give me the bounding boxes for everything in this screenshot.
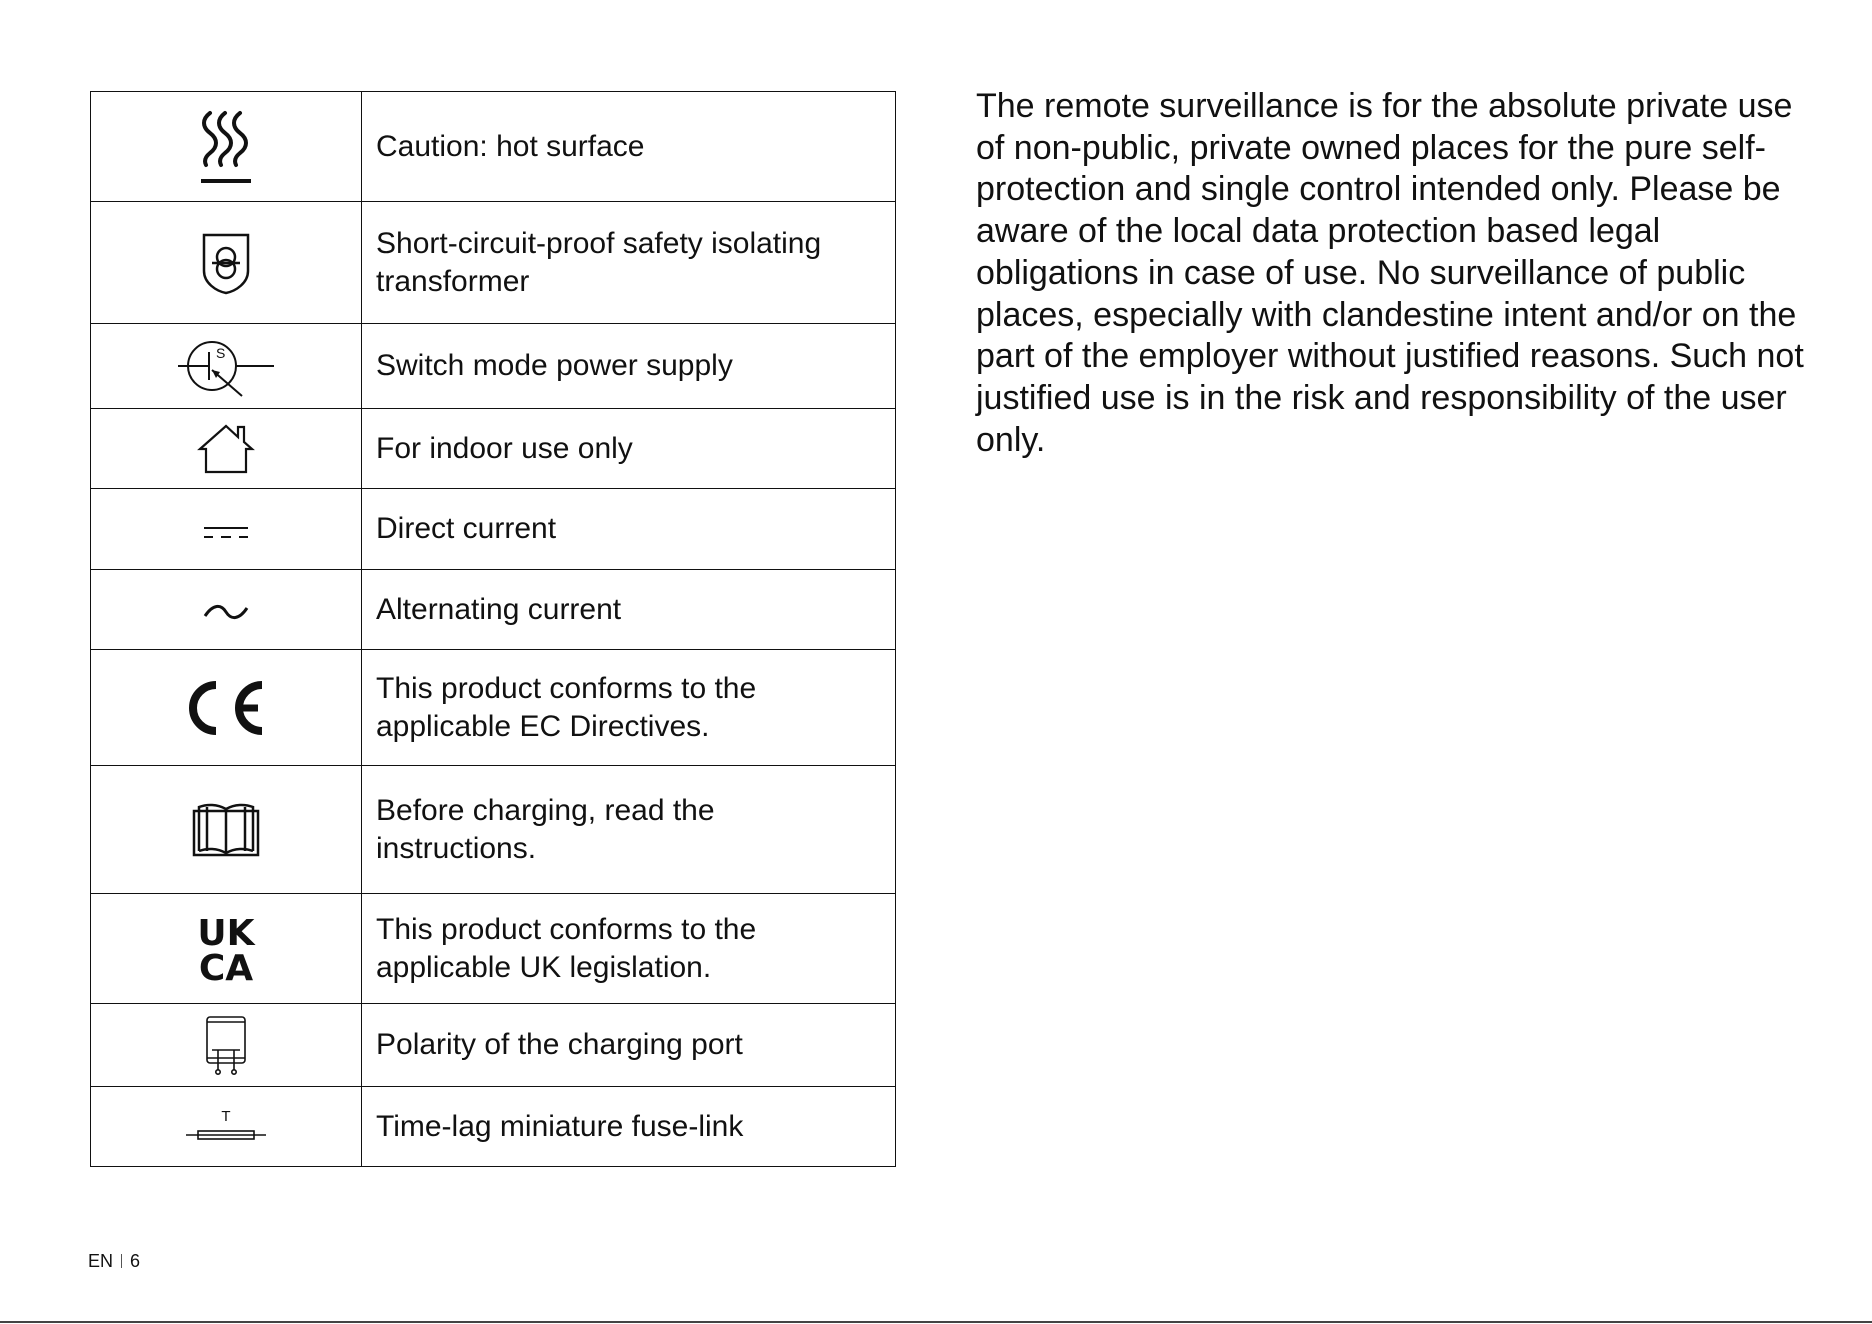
language-code: EN [88, 1251, 114, 1271]
icon-cell [91, 489, 362, 570]
symbol-description: Direct current [362, 489, 896, 570]
symbol-description: Before charging, read the instructions. [362, 766, 896, 894]
table-row [91, 409, 896, 489]
icon-cell [91, 650, 362, 766]
table-row [91, 570, 896, 650]
symbol-description: Caution: hot surface [362, 92, 896, 202]
table-row [91, 92, 896, 202]
charging-port-polarity-icon [201, 1014, 251, 1076]
icon-cell [91, 1004, 362, 1087]
bottom-divider [0, 1321, 1872, 1323]
surveillance-notice: The remote surveillance is for the absolute private use of non-public, private owned places for the pure self-protection and single control intended only. Please be aware of the local data protection based legal obligations in case of use. No surveillance of public places, especially with clandestine intent and/or on the part of the employer without justified reasons. Such not justified use is in the risk and responsibility of the user only. [976, 87, 1804, 459]
symbol-description: Polarity of the charging port [362, 1004, 896, 1087]
ce-mark-icon [184, 679, 268, 737]
icon-cell [91, 766, 362, 894]
hot-surface-icon [196, 107, 256, 187]
icon-cell [91, 92, 362, 202]
symbol-description: Time-lag miniature fuse-link [362, 1087, 896, 1167]
alternating-current-icon [201, 602, 251, 622]
symbol-description: Switch mode power supply [362, 324, 896, 409]
table-row [91, 324, 896, 409]
page-footer [88, 1250, 140, 1272]
symbol-description: This product conforms to the applicable UK legislation. [362, 894, 896, 1004]
table-row [91, 650, 896, 766]
safety-isolating-transformer-icon [200, 231, 252, 295]
table-row [91, 766, 896, 894]
time-lag-fuse-icon [184, 1107, 268, 1147]
svg-text:CA: CA [198, 947, 254, 984]
icon-cell [91, 894, 362, 1004]
table-row [91, 489, 896, 570]
table-row [91, 1004, 896, 1087]
indoor-use-house-icon [196, 423, 256, 475]
page-number: 6 [130, 1251, 141, 1271]
switch-mode-power-supply-icon [176, 334, 276, 398]
footer-separator [121, 1254, 122, 1268]
svg-text:UK: UK [197, 913, 255, 954]
symbols-table [90, 91, 896, 1167]
symbol-description: For indoor use only [362, 409, 896, 489]
table-row [91, 202, 896, 324]
icon-cell [91, 1087, 362, 1167]
icon-cell [91, 324, 362, 409]
read-instructions-book-icon [191, 801, 261, 859]
symbol-description: Short-circuit-proof safety isolating transformer [362, 202, 896, 324]
icon-cell [91, 202, 362, 324]
table-row [91, 1087, 896, 1167]
direct-current-icon [201, 522, 251, 542]
symbol-description: This product conforms to the applicable EC Directives. [362, 650, 896, 766]
icon-cell [91, 570, 362, 650]
table-row [91, 894, 896, 1004]
icon-cell [91, 409, 362, 489]
svg-text:S: S [216, 345, 226, 361]
ukca-mark-icon [191, 914, 261, 984]
symbol-description: Alternating current [362, 570, 896, 650]
svg-text:T: T [221, 1107, 231, 1125]
